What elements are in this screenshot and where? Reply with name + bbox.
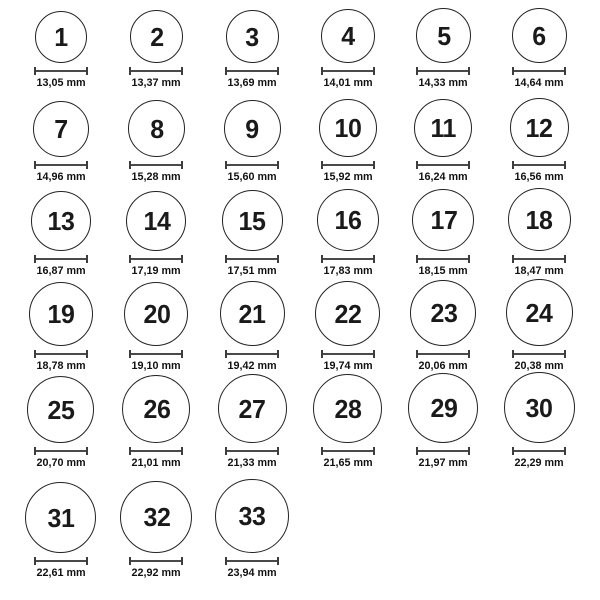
diameter-label: 13,05 mm bbox=[36, 77, 86, 89]
diameter-label: 19,42 mm bbox=[227, 360, 277, 372]
ring-circle bbox=[218, 374, 287, 443]
diameter-label: 15,60 mm bbox=[227, 171, 277, 183]
ring-size-number: 13 bbox=[47, 206, 75, 236]
ring-circle bbox=[321, 9, 375, 63]
ring-size-cell bbox=[109, 184, 205, 278]
ring-size-number: 11 bbox=[430, 113, 457, 143]
ring-size-number: 15 bbox=[238, 205, 266, 236]
diameter-label: 22,92 mm bbox=[131, 567, 182, 579]
diameter-ruler bbox=[129, 350, 183, 358]
ring-circle bbox=[510, 98, 569, 157]
diameter-ruler bbox=[416, 161, 470, 169]
diameter-ruler bbox=[129, 255, 183, 263]
diameter-ruler bbox=[129, 447, 183, 455]
ring-size-number: 18 bbox=[525, 204, 553, 235]
diameter-ruler bbox=[225, 350, 279, 358]
ring-size-number: 20 bbox=[143, 299, 170, 329]
ring-circle bbox=[408, 373, 478, 443]
ring-size-cell bbox=[300, 373, 396, 470]
ring-size-number: 22 bbox=[334, 298, 362, 329]
ring-circle bbox=[120, 481, 192, 553]
diameter-label: 18,47 mm bbox=[514, 265, 564, 277]
ring-size-number: 6 bbox=[532, 20, 546, 51]
ring-size-number: 21 bbox=[238, 298, 266, 329]
ring-circle bbox=[33, 101, 89, 157]
diameter-ruler bbox=[34, 161, 88, 169]
diameter-label: 20,38 mm bbox=[514, 360, 564, 372]
ring-size-number: 30 bbox=[525, 392, 553, 423]
diameter-ruler bbox=[129, 557, 183, 565]
diameter-label: 17,83 mm bbox=[323, 265, 373, 277]
diameter-label: 16,24 mm bbox=[418, 171, 469, 183]
ring-size-number: 5 bbox=[436, 20, 451, 51]
ring-size-cell bbox=[109, 278, 205, 373]
ring-size-cell bbox=[396, 0, 492, 90]
ring-size-cell bbox=[491, 184, 587, 278]
ring-size-cell bbox=[13, 184, 109, 278]
ring-size-number: 17 bbox=[430, 205, 457, 235]
ring-size-cell bbox=[13, 470, 109, 580]
ring-circle bbox=[410, 280, 476, 346]
diameter-label: 19,10 mm bbox=[131, 360, 182, 372]
diameter-label: 15,28 mm bbox=[131, 171, 182, 183]
ring-size-cell bbox=[204, 184, 300, 278]
ring-circle bbox=[226, 10, 279, 63]
diameter-label: 16,56 mm bbox=[514, 171, 564, 183]
diameter-label: 14,33 mm bbox=[418, 77, 469, 89]
diameter-ruler bbox=[129, 161, 183, 169]
ring-circle bbox=[504, 372, 575, 443]
ring-size-number: 9 bbox=[245, 113, 259, 144]
ring-size-number: 8 bbox=[149, 113, 164, 144]
ring-size-number: 26 bbox=[143, 394, 170, 424]
diameter-label: 19,74 mm bbox=[323, 360, 373, 372]
diameter-ruler bbox=[34, 557, 88, 565]
diameter-label: 14,64 mm bbox=[514, 77, 564, 89]
diameter-label: 22,61 mm bbox=[36, 567, 86, 579]
ring-size-cell bbox=[204, 470, 300, 580]
diameter-ruler bbox=[34, 350, 88, 358]
ring-size-number: 29 bbox=[430, 393, 457, 423]
diameter-label: 13,37 mm bbox=[131, 77, 182, 89]
ring-size-number: 4 bbox=[341, 21, 355, 51]
diameter-label: 20,70 mm bbox=[36, 457, 86, 469]
diameter-ruler bbox=[321, 255, 375, 263]
ring-size-cell bbox=[491, 0, 587, 90]
ring-circle bbox=[124, 282, 188, 346]
ring-size-number: 12 bbox=[525, 112, 553, 143]
diameter-label: 21,65 mm bbox=[323, 457, 373, 469]
ring-circle bbox=[222, 190, 283, 251]
diameter-ruler bbox=[512, 161, 566, 169]
ring-size-number: 33 bbox=[238, 501, 266, 531]
ring-circle bbox=[508, 188, 571, 251]
diameter-ruler bbox=[129, 67, 183, 75]
diameter-ruler bbox=[321, 350, 375, 358]
ring-circle bbox=[313, 374, 382, 443]
ring-size-cell bbox=[204, 278, 300, 373]
diameter-label: 23,94 mm bbox=[227, 567, 277, 579]
ring-size-number: 24 bbox=[525, 297, 553, 328]
ring-size-number: 19 bbox=[47, 299, 75, 329]
ring-circle bbox=[215, 479, 289, 553]
diameter-ruler bbox=[225, 67, 279, 75]
ring-size-cell bbox=[300, 0, 396, 90]
ring-size-cell bbox=[204, 0, 300, 90]
diameter-ruler bbox=[512, 255, 566, 263]
ring-circle bbox=[220, 281, 285, 346]
ring-circle bbox=[31, 191, 91, 251]
diameter-ruler bbox=[34, 255, 88, 263]
ring-circle bbox=[512, 8, 567, 63]
ring-circle bbox=[315, 281, 380, 346]
ring-circle bbox=[35, 11, 87, 63]
ring-size-number: 3 bbox=[245, 21, 259, 52]
ring-size-cell bbox=[491, 373, 587, 470]
diameter-ruler bbox=[321, 447, 375, 455]
ring-circle bbox=[317, 189, 379, 251]
ring-size-cell bbox=[13, 90, 109, 184]
diameter-ruler bbox=[225, 557, 279, 565]
ring-size-number: 25 bbox=[47, 394, 75, 425]
ring-circle bbox=[412, 189, 474, 251]
diameter-ruler bbox=[416, 447, 470, 455]
diameter-ruler bbox=[512, 350, 566, 358]
diameter-label: 14,01 mm bbox=[323, 77, 373, 89]
ring-circle bbox=[27, 376, 94, 443]
ring-size-cell bbox=[396, 90, 492, 184]
diameter-ruler bbox=[416, 255, 470, 263]
ring-size-number: 31 bbox=[47, 502, 75, 533]
ring-size-number: 28 bbox=[334, 393, 362, 424]
diameter-ruler bbox=[225, 447, 279, 455]
ring-size-cell bbox=[204, 373, 300, 470]
ring-size-number: 7 bbox=[54, 114, 68, 144]
ring-size-cell bbox=[109, 470, 205, 580]
diameter-label: 20,06 mm bbox=[418, 360, 469, 372]
ring-size-cell bbox=[396, 373, 492, 470]
ring-size-cell bbox=[396, 184, 492, 278]
diameter-label: 22,29 mm bbox=[514, 457, 564, 469]
diameter-ruler bbox=[321, 161, 375, 169]
diameter-ruler bbox=[321, 67, 375, 75]
ring-circle bbox=[224, 100, 281, 157]
diameter-label: 14,96 mm bbox=[36, 171, 86, 183]
diameter-label: 17,51 mm bbox=[227, 265, 277, 277]
ring-circle bbox=[416, 8, 471, 63]
ring-circle bbox=[506, 279, 573, 346]
diameter-label: 18,15 mm bbox=[418, 265, 469, 277]
diameter-ruler bbox=[34, 67, 88, 75]
ring-circle bbox=[122, 375, 190, 443]
diameter-label: 21,33 mm bbox=[227, 457, 277, 469]
ring-circle bbox=[319, 99, 377, 157]
diameter-ruler bbox=[225, 255, 279, 263]
ring-size-cell bbox=[13, 373, 109, 470]
ring-size-cell bbox=[204, 90, 300, 184]
ring-size-cell bbox=[491, 90, 587, 184]
diameter-label: 15,92 mm bbox=[323, 171, 373, 183]
diameter-ruler bbox=[416, 350, 470, 358]
ring-size-cell bbox=[109, 90, 205, 184]
ring-size-cell bbox=[300, 184, 396, 278]
ring-circle bbox=[130, 10, 183, 63]
ring-size-number: 23 bbox=[430, 298, 457, 328]
diameter-ruler bbox=[34, 447, 88, 455]
ring-size-cell bbox=[396, 278, 492, 373]
diameter-ruler bbox=[416, 67, 470, 75]
ring-size-number: 16 bbox=[334, 205, 362, 235]
ring-size-cell bbox=[491, 278, 587, 373]
ring-size-cell bbox=[300, 278, 396, 373]
ring-circle bbox=[29, 282, 93, 346]
diameter-label: 21,01 mm bbox=[131, 457, 182, 469]
ring-circle bbox=[25, 482, 96, 553]
ring-size-cell bbox=[300, 90, 396, 184]
diameter-ruler bbox=[512, 67, 566, 75]
diameter-ruler bbox=[225, 161, 279, 169]
ring-size-number: 14 bbox=[143, 206, 170, 236]
ring-size-number: 10 bbox=[334, 113, 362, 143]
ring-size-number: 32 bbox=[143, 502, 170, 532]
ring-size-cell bbox=[109, 373, 205, 470]
ring-circle bbox=[128, 100, 185, 157]
diameter-label: 13,69 mm bbox=[227, 77, 277, 89]
ring-circle bbox=[126, 191, 186, 251]
diameter-label: 18,78 mm bbox=[36, 360, 86, 372]
ring-size-cell bbox=[109, 0, 205, 90]
diameter-ruler bbox=[512, 447, 566, 455]
diameter-label: 21,97 mm bbox=[418, 457, 469, 469]
ring-size-number: 2 bbox=[149, 21, 164, 52]
ring-circle bbox=[414, 99, 472, 157]
ring-size-cell bbox=[13, 0, 109, 90]
ring-size-cell bbox=[13, 278, 109, 373]
ring-size-number: 27 bbox=[238, 393, 266, 424]
diameter-label: 17,19 mm bbox=[131, 265, 182, 277]
ring-size-number: 1 bbox=[54, 22, 68, 52]
diameter-label: 16,87 mm bbox=[36, 265, 86, 277]
